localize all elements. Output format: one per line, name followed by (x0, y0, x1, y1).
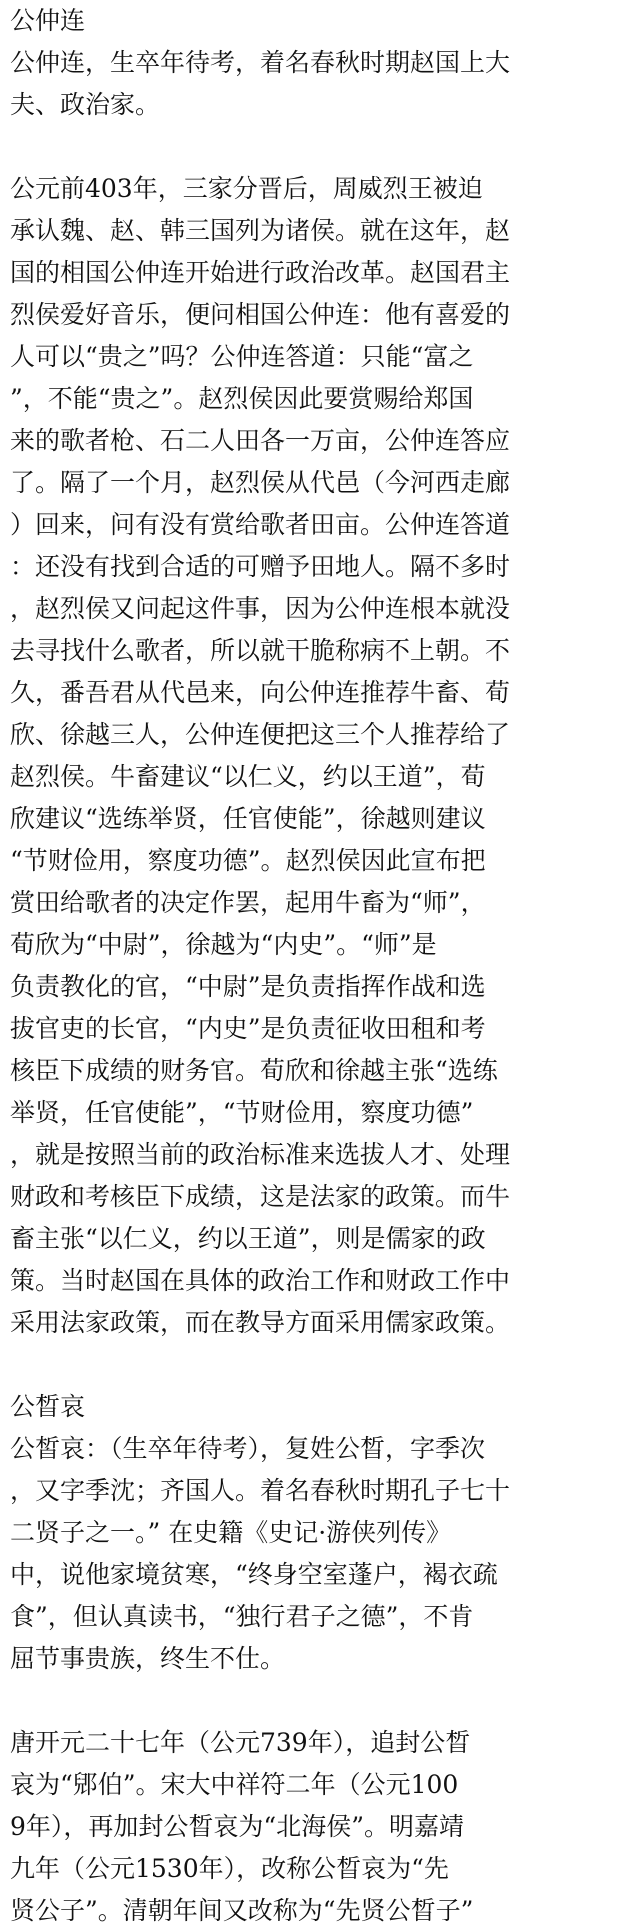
text-line: 久，番吾君从代邑来，向公仲连推荐牛畜、荀 (10, 678, 511, 707)
text-line: 屈节事贵族，终生不仕。 (10, 1644, 286, 1673)
text-line: 公仲连，生卒年待考，着名春秋时期赵国上大 (10, 48, 511, 77)
text-line: 9年），再加封公晳哀为“北海侯”。明嘉靖 (10, 1812, 464, 1841)
text-line: 公皙哀：（生卒年待考），复姓公晳，字季次 (10, 1434, 486, 1463)
paragraph-gap (10, 126, 632, 168)
text-line: ，就是按照当前的政治标准来选拔人才、处理 (10, 1140, 511, 1169)
text-line: ，又字季沈；齐国人。着名春秋时期孔子七十 (10, 1476, 511, 1505)
text-line: 策。当时赵国在具体的政治工作和财政工作中 (10, 1266, 511, 1295)
text-line: 荀欣为“中尉”，徐越为“内史”。“师”是 (10, 930, 437, 959)
section-title: 公仲连 (10, 6, 86, 35)
paragraph-gap (10, 1680, 632, 1722)
text-line: ）回来，问有没有赏给歌者田亩。公仲连答道 (10, 510, 511, 539)
text-line: 赏田给歌者的决定作罢，起用牛畜为“师”， (10, 888, 486, 917)
paragraph (10, 1722, 632, 1932)
text-line: 赵烈侯。牛畜建议“以仁义，约以王道”，荀 (10, 762, 486, 791)
paragraph (10, 168, 632, 1344)
text-line: 公元前403年，三家分晋后，周威烈王被迫 (10, 174, 483, 203)
section-gap (10, 1344, 632, 1386)
text-line: 中，说他家境贫寒，“终身空室蓬户，褐衣疏 (10, 1560, 498, 1589)
section-title: 公晳哀 (10, 1392, 86, 1421)
section-gong-zhonglian (10, 0, 632, 1344)
text-line: 采用法家政策，而在教导方面采用儒家政策。 (10, 1308, 511, 1337)
text-line: 国的相国公仲连开始进行政治改革。赵国君主 (10, 258, 511, 287)
text-line: 烈侯爱好音乐，便问相国公仲连：他有喜爱的 (10, 300, 511, 329)
text-line: 食”，但认真读书，“独行君子之德”，不肯 (10, 1602, 474, 1631)
text-line: 承认魏、赵、韩三国列为诸侯。就在这年，赵 (10, 216, 511, 245)
text-line: 夫、政治家。 (10, 90, 161, 119)
text-line: 去寻找什么歌者，所以就干脆称病不上朝。不 (10, 636, 511, 665)
text-line: 畜主张“以仁义，约以王道”，则是儒家的政 (10, 1224, 486, 1253)
text-line: 了。隔了一个月，赵烈侯从代邑（今河西走廊 (10, 468, 511, 497)
text-line: 来的歌者枪、石二人田各一万亩，公仲连答应 (10, 426, 511, 455)
paragraph (10, 42, 632, 126)
text-line: ，赵烈侯又问起这件事，因为公仲连根本就没 (10, 594, 511, 623)
text-line: 拔官吏的长官，“内史”是负责征收田租和考 (10, 1014, 486, 1043)
text-line: 唐开元二十七年（公元739年），追封公晳 (10, 1728, 471, 1757)
text-line: ”，不能“贵之”。赵烈侯因此要赏赐给郑国 (10, 384, 474, 413)
text-line: 欣建议“选练举贤，任官使能”，徐越则建议 (10, 804, 486, 833)
document-page (10, 0, 632, 1932)
text-line: 二贤子之一。” 在史籍《史记·游侠列传》 (10, 1518, 452, 1547)
paragraph (10, 1428, 632, 1680)
section-gong-xiai (10, 1386, 632, 1932)
text-line: 欣、徐越三人，公仲连便把这三个人推荐给了 (10, 720, 511, 749)
text-line: 九年（公元1530年），改称公晳哀为“先 (10, 1854, 449, 1883)
text-line: 财政和考核臣下成绩，这是法家的政策。而牛 (10, 1182, 511, 1211)
text-line: 负责教化的官，“中尉”是负责指挥作战和选 (10, 972, 486, 1001)
text-line: 举贤，任官使能”，“节财俭用，察度功德” (10, 1098, 474, 1127)
text-line: 人可以“贵之”吗？公仲连答道：只能“富之 (10, 342, 474, 371)
text-line: ：还没有找到合适的可赠予田地人。隔不多时 (10, 552, 511, 581)
text-line: 核臣下成绩的财务官。荀欣和徐越主张“选练 (10, 1056, 498, 1085)
text-line: 哀为“郳伯”。宋大中祥符二年（公元100 (10, 1770, 459, 1799)
text-line: “节财俭用，察度功德”。赵烈侯因此宣布把 (10, 846, 486, 875)
text-line: 贤公子”。清朝年间又改称为“先贤公晳子” (10, 1896, 474, 1925)
